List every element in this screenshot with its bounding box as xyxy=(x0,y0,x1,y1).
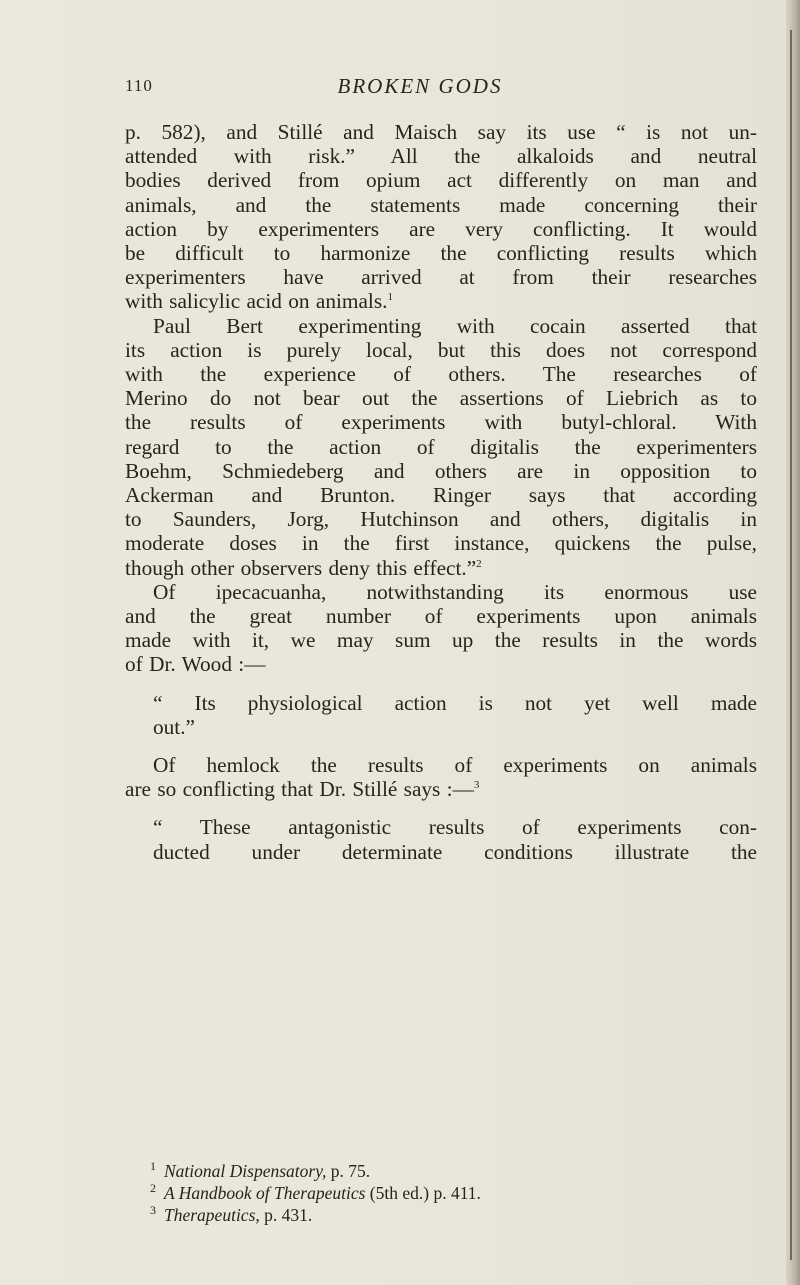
text-line: with the experience of others. The researches of xyxy=(125,362,757,387)
paragraph-4 xyxy=(125,753,757,801)
footnote-ref: 3 xyxy=(473,779,480,792)
footnote-detail: p. 75. xyxy=(326,1161,371,1181)
text-line-content: are so conflicting that Dr. Stillé says :— xyxy=(125,777,474,802)
text-line: its action is purely local, but this does not correspond xyxy=(125,337,757,362)
text-line: bodies derived from opium act differently on man and xyxy=(125,168,757,193)
text-line xyxy=(125,777,757,801)
footnote xyxy=(150,1160,690,1182)
footnote-ref: 2 xyxy=(476,557,482,570)
text-line: Ackerman and Brunton. Ringer says that according xyxy=(125,483,757,508)
page-number: 110 xyxy=(125,76,153,95)
footnote-title: A Handbook of Therapeutics xyxy=(164,1183,366,1203)
text-line xyxy=(125,556,757,580)
page-edge xyxy=(786,0,800,1285)
text-line: the results of experiments with butyl-chloral. With xyxy=(125,410,757,435)
paragraph-2 xyxy=(125,314,757,580)
text-line: ducted under determinate conditions illustrate the xyxy=(153,839,757,864)
footnote-title: Therapeutics, xyxy=(164,1205,260,1225)
paragraph-1 xyxy=(125,120,757,314)
text-line: attended with risk.” All the alkaloids and neutral xyxy=(125,144,757,169)
text-line xyxy=(125,289,757,313)
text-line: Boehm, Schmiedeberg and others are in opposition to xyxy=(125,458,757,483)
text-line: “ Its physiological action is not yet well made xyxy=(153,690,757,715)
running-title: BROKEN GODS xyxy=(337,74,503,98)
footnote-detail: (5th ed.) p. 411. xyxy=(365,1183,481,1203)
text-line: Of ipecacuanha, notwithstanding its enormous use xyxy=(153,579,757,604)
page-edge-line xyxy=(790,30,792,1260)
paragraph-3 xyxy=(125,580,757,677)
footnotes xyxy=(150,1160,690,1226)
text-line: to Saunders, Jorg, Hutchinson and others, digitalis in xyxy=(125,507,757,532)
text-line: out.” xyxy=(153,714,195,739)
footnote-detail: p. 431. xyxy=(259,1205,313,1225)
text-line: action by experimenters are very conflicting. It would xyxy=(125,216,757,241)
text-line: of Dr. Wood :— xyxy=(125,652,266,677)
footnote-number: 1 xyxy=(150,1159,156,1174)
text-line: experimenters have arrived at from their researches xyxy=(125,265,757,290)
text-line-content: though other observers deny this effect.” xyxy=(125,555,477,580)
text-line: Merino do not bear out the assertions of Liebrich as to xyxy=(125,386,757,411)
page-header xyxy=(125,76,715,102)
text-line: “ These antagonistic results of experiments con- xyxy=(153,815,757,840)
footnote-number: 2 xyxy=(150,1181,156,1196)
footnote xyxy=(150,1204,690,1226)
text-line: and the great number of experiments upon animals xyxy=(125,604,757,629)
quotation-1 xyxy=(153,691,757,739)
quotation-2 xyxy=(153,815,757,863)
text-line: Of hemlock the results of experiments on animals xyxy=(153,753,757,778)
footnote-number: 3 xyxy=(150,1203,156,1218)
body-text xyxy=(125,120,757,878)
text-line: animals, and the statements made concerning their xyxy=(125,192,757,217)
text-line: made with it, we may sum up the results in the words xyxy=(125,628,757,653)
footnote-ref: 1 xyxy=(387,291,393,304)
footnote-title: National Dispensatory, xyxy=(164,1161,327,1181)
text-line: regard to the action of digitalis the experimenters xyxy=(125,434,757,459)
text-line: p. 582), and Stillé and Maisch say its use “ is not un- xyxy=(125,120,757,144)
text-line: Paul Bert experimenting with cocain asserted that xyxy=(153,313,757,338)
text-line: moderate doses in the first instance, quickens the pulse, xyxy=(125,531,757,556)
text-line: be difficult to harmonize the conflicting results which xyxy=(125,241,757,266)
text-line-content: with salicylic acid on animals. xyxy=(125,289,388,314)
footnote xyxy=(150,1182,690,1204)
